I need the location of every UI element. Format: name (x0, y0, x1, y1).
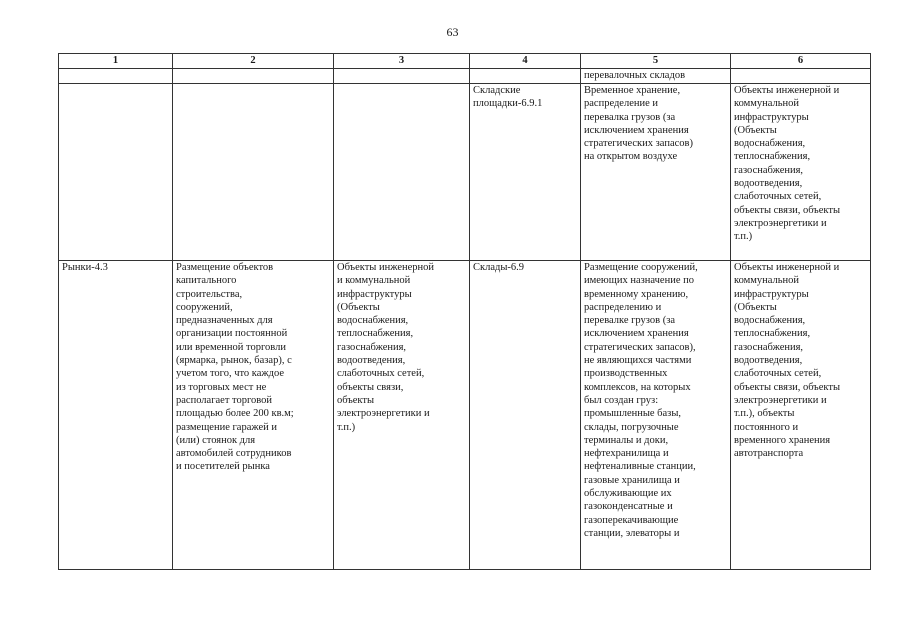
table-cell: Рынки-4.3 (59, 261, 173, 570)
zoning-table (58, 53, 871, 570)
table-cell: Размещение сооружений, имеющих назначение по временному хранению, распределению и перевалке грузов (за исключением хранения стратегических запасов), не являющихся частями производственных комплексов, на которых был создан груз: промышленные базы, склады, погрузочные терминалы и доки, нефтехранилища и нефтеналивные станции, газовые хранилища и обслуживающие их газоконденсатные и газоперекачивающие станции, элеваторы и (581, 261, 731, 570)
table-cell (59, 84, 173, 261)
table-cell (173, 69, 334, 84)
column-header-4: 4 (470, 54, 581, 69)
table-cell: Складские площадки-6.9.1 (470, 84, 581, 261)
page-number: 63 (446, 25, 459, 39)
column-header-5: 5 (581, 54, 731, 69)
column-header-3: 3 (334, 54, 470, 69)
table-cell (334, 84, 470, 261)
table-cell: Временное хранение, распределение и перевалка грузов (за исключением хранения стратегических запасов) на открытом воздухе (581, 84, 731, 261)
table-cell: Объекты инженерной и коммунальной инфраструктуры (Объекты водоснабжения, теплоснабжения, газоснабжения, водоотведения, слаботочных сетей, объекты связи, объекты электроэнергетики и т.п.), объекты постоянного и временного хранения автотранспорта (731, 261, 871, 570)
table-cell (334, 69, 470, 84)
table-row (59, 84, 871, 261)
table-row (59, 261, 871, 570)
table-cell: Размещение объектов капитального строительства, сооружений, предназначенных для организации постоянной или временной торговли (ярмарка, рынок, базар), с учетом того, что каждое из торговых мест не располагает торговой площадью более 200 кв.м; размещение гаражей и (или) стоянок для автомобилей сотрудников и посетителей рынка (173, 261, 334, 570)
table-cell (173, 84, 334, 261)
table-cell: Объекты инженерной и коммунальной инфраструктуры (Объекты водоснабжения, теплоснабжения, газоснабжения, водоотведения, слаботочных сетей, объекты связи, объекты электроэнергетики и т.п.) (731, 84, 871, 261)
table-cell (731, 69, 871, 84)
table-cell (470, 69, 581, 84)
table-cell: перевалочных складов (581, 69, 731, 84)
column-header-1: 1 (59, 54, 173, 69)
column-header-6: 6 (731, 54, 871, 69)
table-cell (59, 69, 173, 84)
column-header-2: 2 (173, 54, 334, 69)
table-cell: Склады-6.9 (470, 261, 581, 570)
table-cell: Объекты инженерной и коммунальной инфраструктуры (Объекты водоснабжения, теплоснабжения, газоснабжения, водоотведения, слаботочных сетей, объекты связи, объекты электроэнергетики и т.п.) (334, 261, 470, 570)
header-row (59, 54, 871, 69)
table-row (59, 69, 871, 84)
